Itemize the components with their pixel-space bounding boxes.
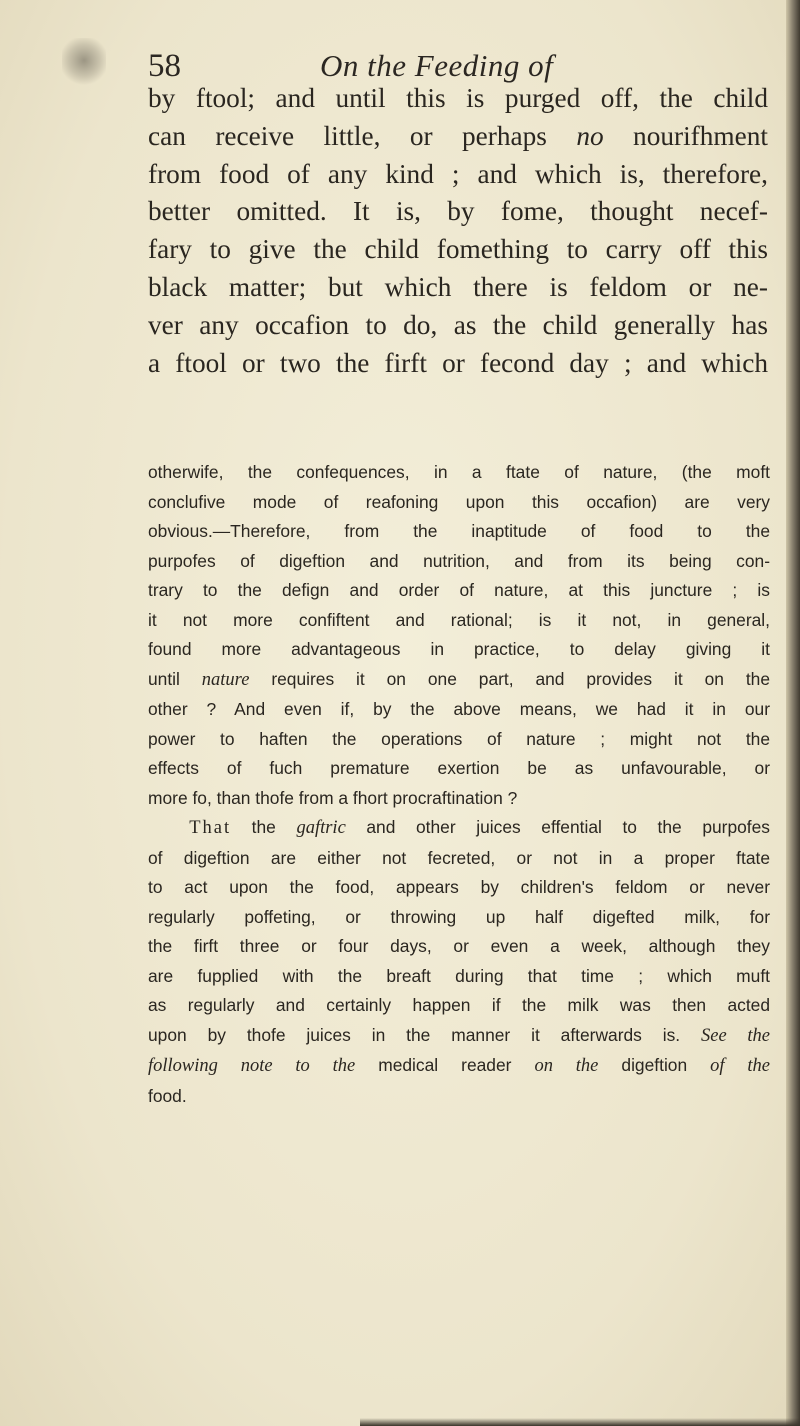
note-line-1: otherwife, the confequences, in a ftate of nature, (the moft bbox=[148, 462, 770, 482]
note-italic-see-the: See the bbox=[701, 1025, 770, 1046]
page-edge-shadow bbox=[786, 0, 800, 1426]
note-line-13-end: and other juices effential to the purpofes bbox=[345, 817, 770, 837]
note-line-20-start: upon by thofe juices in the manner it afterwards is. bbox=[148, 1024, 702, 1045]
main-line-2-italic: no bbox=[576, 120, 604, 151]
note-line-5: trary to the defign and order of nature, at this juncture ; is bbox=[148, 580, 770, 600]
main-line-2 bbox=[148, 118, 768, 156]
note-italic-following: following note to the bbox=[148, 1056, 356, 1076]
note-line-9: other ? And even if, by the above means, we had it in our bbox=[148, 699, 770, 719]
note-line-20 bbox=[148, 1021, 770, 1052]
note-italic-of-the: of the bbox=[710, 1056, 770, 1076]
note-line-6: it not more confiftent and rational; is it not, in general, bbox=[148, 609, 770, 630]
note-line-17: the firft three or four days, or even a week, although they bbox=[148, 936, 770, 956]
note-line-13 bbox=[148, 813, 770, 844]
library-stamp-mark bbox=[62, 38, 106, 88]
note-line-2: conclufive mode of reafoning upon this occafion) are very bbox=[148, 491, 770, 512]
main-line-7: ver any occafion to do, as the child generally has bbox=[148, 309, 768, 340]
main-line-8: a ftool or two the firft or fecond day ; and which bbox=[148, 347, 768, 378]
main-line-1: by ftool; and until this is purged off, the child bbox=[148, 83, 768, 113]
note-line-8 bbox=[148, 665, 770, 696]
page-number: 58 bbox=[148, 48, 181, 84]
running-title: On the Feeding of bbox=[320, 48, 554, 83]
main-text-block bbox=[148, 80, 768, 382]
main-line-4: better omitted. It is, by fome, thought necef- bbox=[148, 196, 768, 227]
main-line-2-end: nourifhment bbox=[603, 120, 768, 151]
note-line-10: power to haften the operations of nature ; might not the bbox=[148, 728, 770, 749]
main-line-5: fary to give the child fomething to carry off this bbox=[148, 234, 768, 265]
note-line-7: found more advantageous in practice, to delay giving it bbox=[148, 639, 770, 659]
footnote-block bbox=[148, 458, 770, 1111]
note-line-12: more fo, than thofe from a fhort procraftination ? bbox=[148, 787, 518, 808]
note-line-11: effects of fuch premature exertion be as unfavourable, or bbox=[148, 758, 770, 778]
note-small-caps-that: That bbox=[189, 818, 232, 838]
note-line-8-start: until bbox=[148, 668, 202, 689]
note-line-21-mid2: digeftion bbox=[598, 1055, 711, 1075]
note-line-22: food. bbox=[148, 1085, 187, 1106]
note-line-8-end: requires it on one part, and provides it on the bbox=[249, 668, 770, 689]
main-line-6: black matter; but which there is feldom or ne- bbox=[148, 271, 768, 302]
note-line-4: purpofes of digeftion and nutrition, and from its being con- bbox=[148, 550, 770, 571]
note-line-19: as regularly and certainly happen if the milk was then acted bbox=[148, 995, 770, 1015]
note-italic-nature: nature bbox=[201, 669, 250, 690]
note-line-3: obvious.—Therefore, from the inaptitude of food to the bbox=[148, 521, 770, 541]
note-line-15: to act upon the food, appears by children's feldom or never bbox=[148, 877, 770, 897]
page-bottom-shadow bbox=[360, 1418, 800, 1426]
note-line-18: are fupplied with the breaft during that time ; which muft bbox=[148, 965, 770, 986]
note-line-14: of digeftion are either not fecreted, or not in a proper ftate bbox=[148, 847, 770, 868]
note-line-13-start: the bbox=[231, 817, 297, 837]
note-italic-gastric: gaftric bbox=[296, 818, 346, 838]
note-italic-on-the: on the bbox=[534, 1056, 599, 1076]
note-line-21-mid: medical reader bbox=[355, 1055, 535, 1075]
main-line-2-start: can receive little, or perhaps bbox=[148, 120, 577, 151]
main-line-3: from food of any kind ; and which is, therefore, bbox=[148, 158, 768, 189]
note-line-21 bbox=[148, 1051, 770, 1082]
note-line-16: regularly poffeting, or throwing up half digefted milk, for bbox=[148, 906, 770, 927]
